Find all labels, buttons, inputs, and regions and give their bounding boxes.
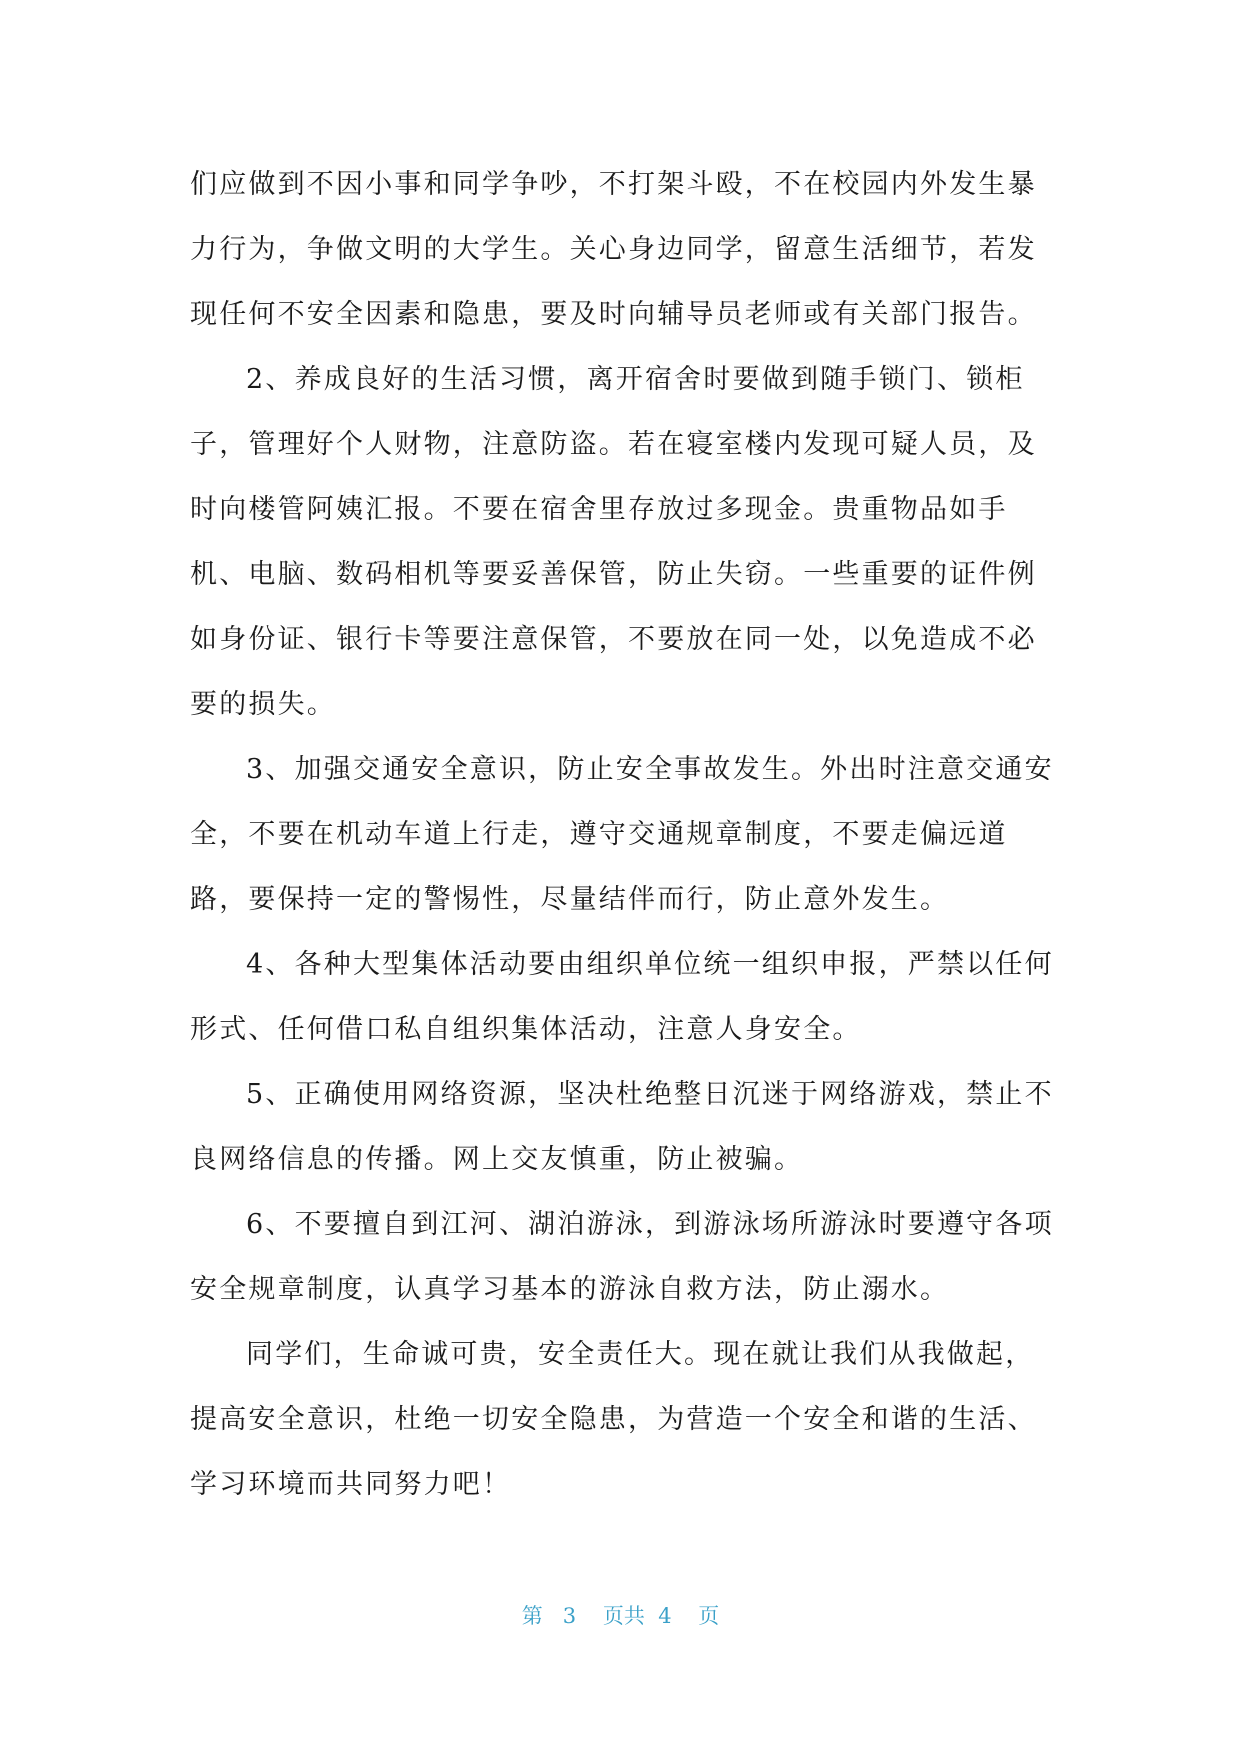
text-line: 要的损失。: [190, 689, 336, 720]
text-line: 子，管理好个人财物，注意防盗。若在寝室楼内发现可疑人员，及: [190, 429, 1037, 460]
page-number-footer: [0, 1600, 1241, 1630]
closing-paragraph: 同学们，生命诚可贵，安全责任大。现在就让我们从我做起，: [246, 1339, 1035, 1370]
text-line: 全，不要在机动车道上行走，遵守交通规章制度，不要走偏远道: [190, 819, 1008, 850]
text-line: 良网络信息的传播。网上交友慎重，防止被骗。: [190, 1144, 804, 1175]
text-line: 力行为，争做文明的大学生。关心身边同学，留意生活细节，若发: [190, 234, 1037, 265]
text-line: 安全规章制度，认真学习基本的游泳自救方法，防止溺水。: [190, 1274, 950, 1305]
text-line: 如身份证、银行卡等要注意保管，不要放在同一处，以免造成不必: [190, 624, 1037, 655]
total-pages-number: 4: [658, 1604, 672, 1628]
footer-suffix: 页: [698, 1604, 720, 1628]
document-body: [190, 152, 1060, 1517]
paragraph-item-2: 2、养成良好的生活习惯，离开宿舍时要做到随手锁门、锁柜: [246, 364, 1025, 395]
text-line: 路，要保持一定的警惕性，尽量结伴而行，防止意外发生。: [190, 884, 950, 915]
paragraph-item-5: 5、正确使用网络资源，坚决杜绝整日沉迷于网络游戏，禁止不: [246, 1079, 1054, 1110]
footer-middle: 页共: [602, 1604, 645, 1628]
paragraph-item-3: 3、加强交通安全意识，防止安全事故发生。外出时注意交通安: [246, 754, 1054, 785]
text-line: 形式、任何借口私自组织集体活动，注意人身安全。: [190, 1014, 862, 1045]
current-page-number: 3: [562, 1604, 577, 1628]
text-line: 现任何不安全因素和隐患，要及时向辅导员老师或有关部门报告。: [190, 299, 1037, 330]
text-line: 提高安全意识，杜绝一切安全隐患，为营造一个安全和谐的生活、: [190, 1404, 1037, 1435]
paragraph-item-6: 6、不要擅自到江河、湖泊游泳，到游泳场所游泳时要遵守各项: [246, 1209, 1054, 1240]
text-line: 时向楼管阿姨汇报。不要在宿舍里存放过多现金。贵重物品如手: [190, 494, 1008, 525]
footer-prefix: 第: [521, 1604, 543, 1628]
text-line: 机、电脑、数码相机等要妥善保管，防止失窃。一些重要的证件例: [190, 559, 1037, 590]
text-line: 学习环境而共同努力吧！: [190, 1469, 512, 1500]
text-line: 们应做到不因小事和同学争吵，不打架斗殴，不在校园内外发生暴: [190, 169, 1037, 200]
paragraph-item-4: 4、各种大型集体活动要由组织单位统一组织申报，严禁以任何: [246, 949, 1054, 980]
